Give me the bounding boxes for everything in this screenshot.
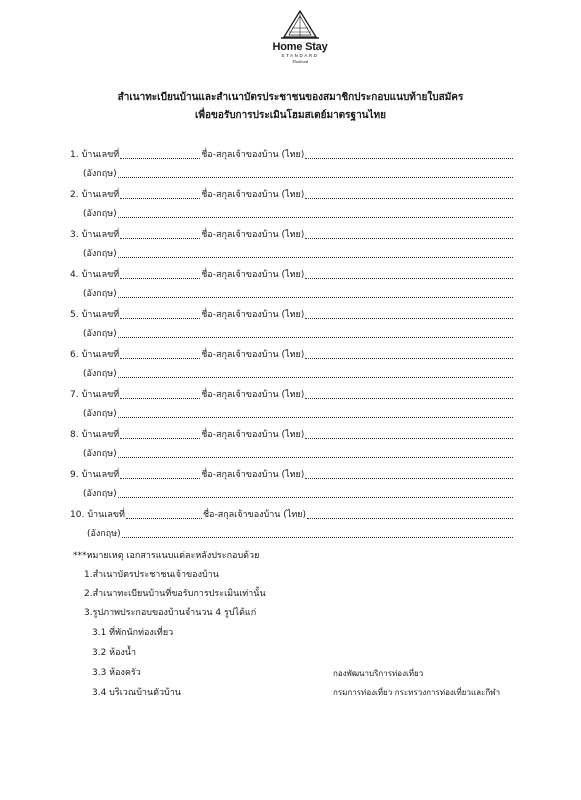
- house-number-label: บ้านเลขที่: [81, 150, 120, 160]
- owner-name-english-label: (อังกฤษ): [83, 369, 117, 379]
- owner-name-thai-label: ชื่อ-สกุลเจ้าของบ้าน (ไทย): [201, 390, 305, 400]
- english-name-row: [83, 287, 514, 301]
- owner-name-thai-label: ชื่อ-สกุลเจ้าของบ้าน (ไทย): [202, 510, 307, 520]
- owner-name-thai-label: ชื่อ-สกุลเจ้าของบ้าน (ไทย): [201, 230, 305, 240]
- house-number-field[interactable]: [120, 428, 200, 439]
- owner-name-english-field[interactable]: [118, 407, 513, 418]
- owner-name-english-label: (อังกฤษ): [83, 489, 117, 499]
- owner-name-english-field[interactable]: [118, 487, 513, 498]
- owner-name-thai-field[interactable]: [305, 268, 513, 279]
- owner-name-english-label: (อังกฤษ): [83, 249, 117, 259]
- house-number-field[interactable]: [120, 268, 200, 279]
- entry-number: 8.: [70, 430, 79, 440]
- owner-name-english-field[interactable]: [118, 327, 513, 338]
- house-number-label: บ้านเลขที่: [81, 190, 120, 200]
- owner-name-thai-label: ชื่อ-สกุลเจ้าของบ้าน (ไทย): [201, 270, 305, 280]
- entry-number: 10.: [70, 510, 85, 520]
- house-number-field[interactable]: [120, 388, 200, 399]
- owner-name-english-label: (อังกฤษ): [87, 529, 121, 539]
- owner-name-thai-field[interactable]: [305, 428, 513, 439]
- owner-name-thai-label: ชื่อ-สกุลเจ้าของบ้าน (ไทย): [201, 470, 305, 480]
- house-number-label: บ้านเลขที่: [81, 230, 120, 240]
- owner-name-english-field[interactable]: [118, 287, 513, 298]
- owner-name-thai-label: ชื่อ-สกุลเจ้าของบ้าน (ไทย): [201, 150, 305, 160]
- owner-name-english-label: (อังกฤษ): [83, 289, 117, 299]
- house-entry-row: [70, 308, 514, 322]
- owner-name-english-label: (อังกฤษ): [83, 409, 117, 419]
- house-number-label: บ้านเลขที่: [81, 310, 120, 320]
- entry-number: 1.: [70, 150, 79, 160]
- note-item: 2.สำเนาทะเบียนบ้านที่ขอรับการประเมินเท่านั้น: [84, 589, 266, 599]
- english-name-row: [87, 527, 514, 541]
- owner-name-english-field[interactable]: [118, 247, 513, 258]
- house-entry-row: [70, 188, 514, 202]
- entry-number: 4.: [70, 270, 79, 280]
- owner-name-thai-field[interactable]: [307, 508, 513, 519]
- house-entry-row: [70, 228, 514, 242]
- owner-name-thai-label: ชื่อ-สกุลเจ้าของบ้าน (ไทย): [201, 310, 305, 320]
- english-name-row: [83, 407, 514, 421]
- owner-name-thai-field[interactable]: [305, 348, 513, 359]
- owner-name-english-field[interactable]: [118, 167, 513, 178]
- house-number-field[interactable]: [120, 348, 200, 359]
- english-name-row: [83, 167, 514, 181]
- document-subtitle: เพื่อขอรับการประเมินโฮมสเตย์มาตรฐานไทย: [194, 110, 386, 121]
- owner-name-thai-field[interactable]: [305, 308, 513, 319]
- english-name-row: [83, 207, 514, 221]
- english-name-row: [83, 367, 514, 381]
- thai-house-roof-icon: [280, 10, 320, 40]
- owner-name-english-label: (อังกฤษ): [83, 209, 117, 219]
- owner-name-thai-label: ชื่อ-สกุลเจ้าของบ้าน (ไทย): [201, 350, 305, 360]
- footer-department: กองพัฒนาบริการท่องเที่ยว: [333, 669, 424, 678]
- entry-number: 5.: [70, 310, 79, 320]
- note-subitem: 3.4 บริเวณบ้านตัวบ้าน: [92, 688, 181, 698]
- footer-ministry: กรมการท่องเที่ยว กระทรวงการท่องเที่ยวและกีฬา: [333, 688, 501, 697]
- note-item: 3.รูปภาพประกอบของบ้านจำนวน 4 รูปได้แก่: [84, 608, 257, 618]
- english-name-row: [83, 487, 514, 501]
- owner-name-thai-field[interactable]: [305, 148, 513, 159]
- owner-name-thai-label: ชื่อ-สกุลเจ้าของบ้าน (ไทย): [201, 430, 305, 440]
- logo-name: Home Stay: [272, 41, 328, 53]
- logo-subtitle: STANDARD: [281, 53, 319, 58]
- homestay-logo: [268, 10, 332, 70]
- english-name-row: [83, 447, 514, 461]
- house-entry-row: [70, 348, 514, 362]
- house-entry-row: [70, 268, 514, 282]
- note-heading: ***หมายเหตุ เอกสารแนบแต่ละหลังประกอบด้วย: [73, 551, 260, 561]
- owner-name-thai-field[interactable]: [305, 388, 513, 399]
- entry-number: 2.: [70, 190, 79, 200]
- owner-name-english-field[interactable]: [118, 207, 513, 218]
- entry-number: 3.: [70, 230, 79, 240]
- owner-name-english-field[interactable]: [118, 367, 513, 378]
- house-number-field[interactable]: [120, 228, 200, 239]
- house-number-label: บ้านเลขที่: [81, 350, 120, 360]
- house-entry-row: [70, 148, 514, 162]
- house-number-label: บ้านเลขที่: [81, 470, 120, 480]
- house-number-field[interactable]: [120, 148, 200, 159]
- owner-name-thai-label: ชื่อ-สกุลเจ้าของบ้าน (ไทย): [201, 190, 305, 200]
- house-entry-row: [70, 508, 514, 522]
- english-name-row: [83, 327, 514, 341]
- owner-name-english-label: (อังกฤษ): [83, 329, 117, 339]
- owner-name-english-field[interactable]: [122, 527, 513, 538]
- english-name-row: [83, 247, 514, 261]
- note-subitem: 3.1 ที่พักนักท่องเที่ยว: [92, 628, 174, 638]
- house-number-label: บ้านเลขที่: [81, 270, 120, 280]
- note-subitem: 3.3 ห้องครัว: [92, 668, 141, 678]
- house-number-field[interactable]: [120, 468, 200, 479]
- owner-name-english-field[interactable]: [118, 447, 513, 458]
- note-item: 1.สำเนาบัตรประชาชนเจ้าของบ้าน: [84, 570, 219, 580]
- house-number-label: บ้านเลขที่: [81, 390, 120, 400]
- entry-number: 9.: [70, 470, 79, 480]
- owner-name-thai-field[interactable]: [305, 468, 513, 479]
- owner-name-english-label: (อังกฤษ): [83, 449, 117, 459]
- document-title: สำเนาทะเบียนบ้านและสำเนาบัตรประชาชนของสมาชิกประกอบแนบท้ายใบสมัคร: [117, 92, 464, 103]
- house-number-field[interactable]: [120, 308, 200, 319]
- house-entry-row: [70, 468, 514, 482]
- house-number-label: บ้านเลขที่: [87, 510, 125, 520]
- entry-number: 6.: [70, 350, 79, 360]
- house-number-field[interactable]: [126, 508, 202, 519]
- house-entry-row: [70, 428, 514, 442]
- house-entry-row: [70, 388, 514, 402]
- owner-name-english-label: (อังกฤษ): [83, 169, 117, 179]
- entry-number: 7.: [70, 390, 79, 400]
- note-subitem: 3.2 ห้องน้ำ: [92, 648, 137, 658]
- owner-name-thai-field[interactable]: [305, 188, 513, 199]
- owner-name-thai-field[interactable]: [305, 228, 513, 239]
- house-number-label: บ้านเลขที่: [81, 430, 120, 440]
- house-number-field[interactable]: [120, 188, 200, 199]
- logo-country: Thailand: [291, 59, 309, 64]
